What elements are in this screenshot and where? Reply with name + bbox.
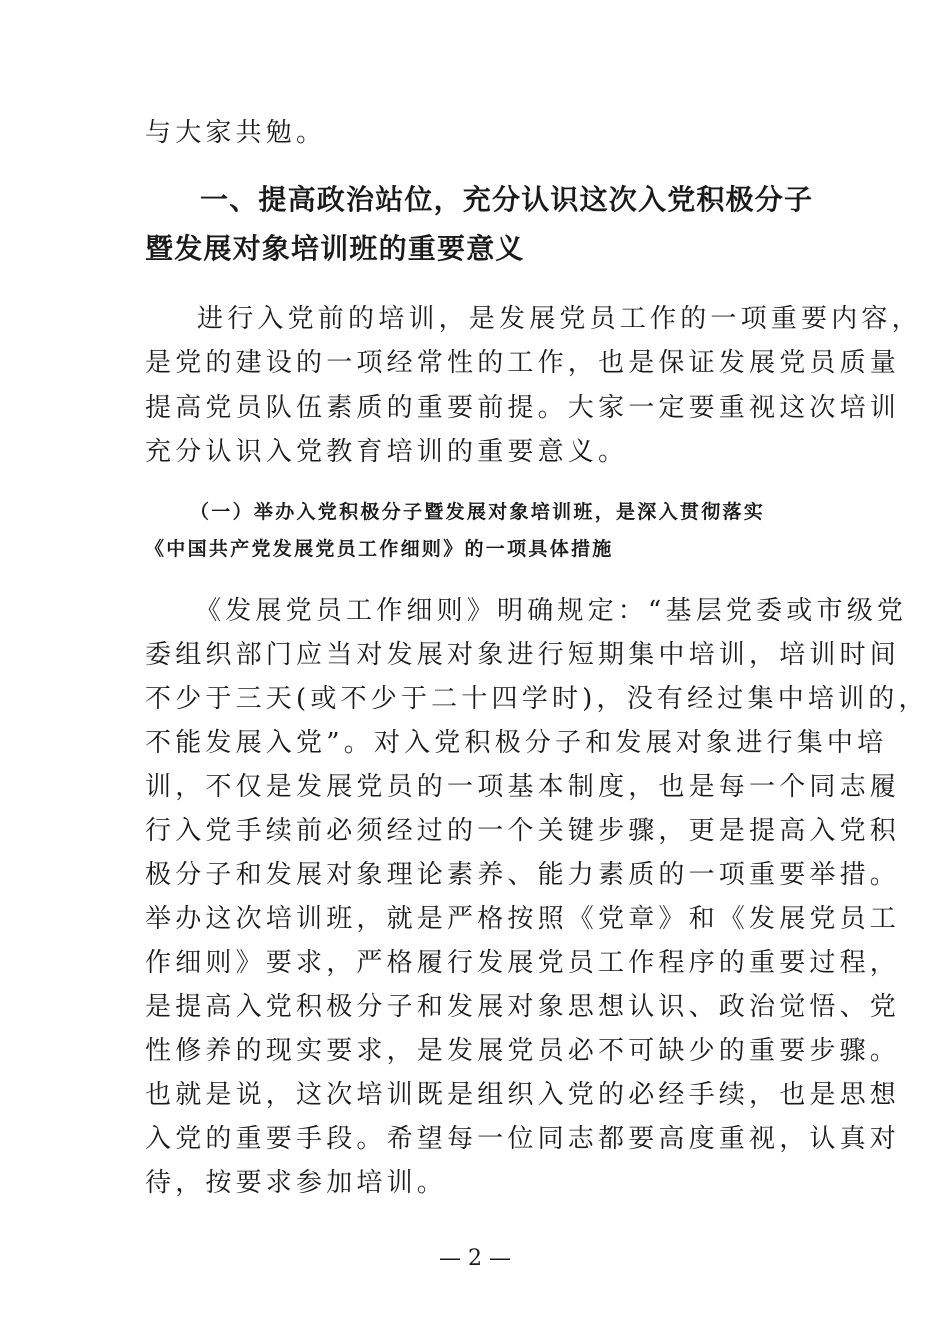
subsection-heading-line-2: 《中国共产党发展党员工作细则》的一项具体措施: [145, 538, 614, 560]
body-paragraph-line: 不能发展入党”。对入党积极分子和发展对象进行集中培: [145, 728, 888, 758]
body-paragraph-line: 极分子和发展对象理论素养、能力素质的一项重要举措。: [145, 860, 901, 890]
body-paragraph-line: 性修养的现实要求，是发展党员必不可缺少的重要步骤。: [145, 1036, 901, 1066]
intro-paragraph-line: 是党的建设的一项经常性的工作，也是保证发展党员质量: [145, 348, 901, 378]
body-paragraph-line: 训，不仅是发展党员的一项基本制度，也是每一个同志履: [145, 772, 901, 802]
page-number: — 2 —: [439, 1246, 511, 1271]
body-paragraph-line: 入党的重要手段。希望每一位同志都要高度重视，认真对: [145, 1124, 901, 1154]
body-paragraph-line: 《发展党员工作细则》明确规定：“基层党委或市级党: [195, 596, 908, 626]
body-paragraph-line: 委组织部门应当对发展对象进行短期集中培训，培训时间: [145, 640, 901, 670]
intro-paragraph-line: 进行入党前的培训，是发展党员工作的一项重要内容，: [197, 304, 922, 334]
section-heading-line-1: 一、提高政治站位，充分认识这次入党积极分子: [200, 183, 814, 216]
body-paragraph-line: 举办这次培训班，就是严格按照《党章》和《发展党员工: [145, 904, 901, 934]
intro-paragraph-line: 提高党员队伍素质的重要前提。大家一定要重视这次培训: [145, 393, 901, 423]
body-paragraph-line: 也就是说，这次培训既是组织入党的必经手续，也是思想: [145, 1080, 901, 1110]
opening-line: 与大家共勉。: [145, 118, 327, 148]
body-paragraph-line: 作细则》要求，严格履行发展党员工作程序的重要过程，: [145, 948, 901, 978]
body-paragraph-line: 待，按要求参加培训。: [145, 1168, 448, 1198]
section-heading-line-2: 暨发展对象培训班的重要意义: [145, 232, 525, 265]
body-paragraph-line: 是提高入党积极分子和发展对象思想认识、政治觉悟、党: [145, 992, 901, 1022]
body-paragraph-line: 不少于三天(或不少于二十四学时)，没有经过集中培训的，: [145, 684, 929, 714]
intro-paragraph-line: 充分认识入党教育培训的重要意义。: [145, 437, 629, 467]
subsection-heading-line-1: （一）举办入党积极分子暨发展对象培训班，是深入贯彻落实: [190, 501, 766, 523]
body-paragraph-line: 行入党手续前必须经过的一个关键步骤，更是提高入党积: [145, 816, 901, 846]
